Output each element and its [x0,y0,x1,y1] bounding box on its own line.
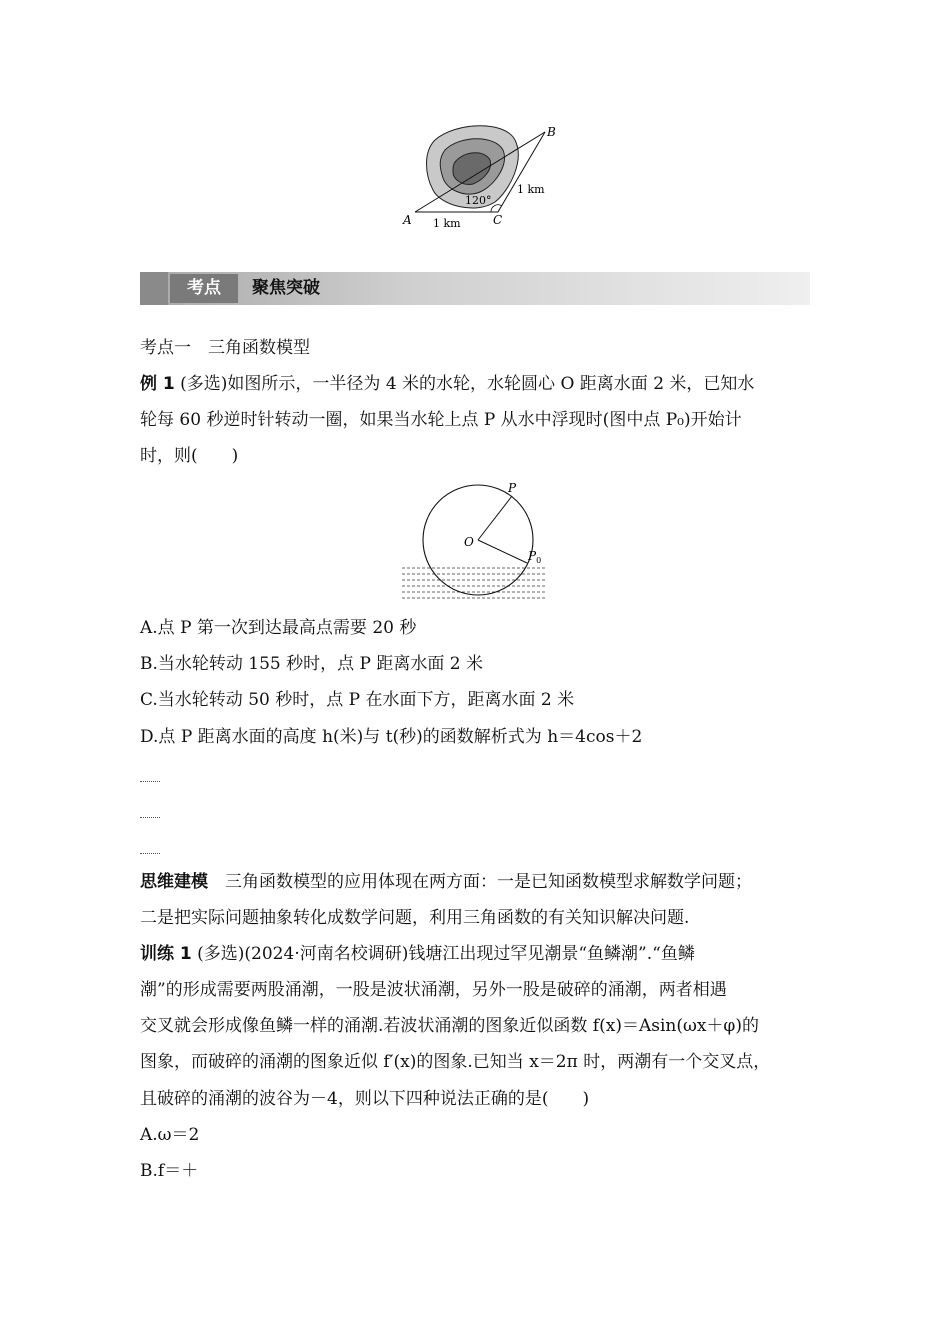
example1-line2: 轮每 60 秒逆时针转动一圈，如果当水轮上点 P 从水中浮现时(图中点 P₀)开始计 [140,410,742,430]
example1-text1: 如图所示，一半径为 4 米的水轮，水轮圆心 O 距离水面 2 米，已知水 [227,374,755,394]
example1-kind: (多选) [174,374,228,394]
water-wheel-figure [400,480,550,602]
training-option-a: A.ω＝2 [140,1125,200,1145]
option-b: B.当水轮转动 155 秒时，点 P 距离水面 2 米 [140,654,484,674]
thinking-text1: 三角函数模型的应用体现在两方面：一是已知函数模型求解数学问题； [208,872,752,892]
radius-op [478,496,512,540]
side-ac-label: 1 km [433,217,461,230]
label-a: A [403,213,412,227]
training1-line1 [140,942,695,966]
angle-label: 120° [465,194,492,207]
example1-line3: 时，则( ) [140,446,239,466]
label-o: O [464,535,474,549]
training1-line2: 潮”的形成需要两股涌潮，一股是波状涌潮，另外一股是破碎的涌潮，两者相遇 [140,980,727,1000]
training1-text1: (多选)(2024·河南名校调研)钱塘江出现过罕见潮景“鱼鳞潮”.“鱼鳞 [191,944,695,964]
thinking-label: 思维建模 [140,872,208,892]
radius-op0 [478,540,527,563]
section-heading: 考点一 三角函数模型 [140,338,310,358]
contour-triangle-figure [395,120,565,235]
training1-line3: 交叉就会形成像鱼鳞一样的涌潮.若波状涌潮的图象近似函数 f(x)＝Asin(ωx＋φ)的 [140,1016,759,1036]
answer-dots-3 [140,853,160,854]
option-a: A.点 P 第一次到达最高点需要 20 秒 [140,618,417,638]
option-d: D.点 P 距离水面的高度 h(米)与 t(秒)的函数解析式为 h＝4cos＋2 [140,727,643,747]
training-option-b: B.f＝＋ [140,1161,199,1181]
banner-background [140,272,810,305]
thinking-line1 [140,870,752,894]
training1-line5: 且破碎的涌潮的波谷为－4，则以下四种说法正确的是( ) [140,1089,590,1109]
example1-line1 [140,372,754,396]
label-p0: $P_0$ [528,549,542,565]
banner-tag: 考点 [170,274,238,303]
training1-label: 训练 1 [140,944,192,964]
answer-dots-1 [140,781,160,782]
banner-title: 聚焦突破 [252,278,320,298]
label-p: P [508,481,517,495]
side-bc-label: 1 km [517,183,545,196]
example1-label: 例 1 [140,374,175,394]
answer-dots-2 [140,817,160,818]
banner-strip [140,272,168,305]
label-b: B [547,125,556,139]
section-banner [140,272,810,305]
thinking-line2: 二是把实际问题抽象转化成数学问题，利用三角函数的有关知识解决问题. [140,908,690,928]
option-c: C.当水轮转动 50 秒时，点 P 在水面下方，距离水面 2 米 [140,690,575,710]
training1-line4: 图象，而破碎的涌潮的图象近似 f′(x)的图象.已知当 x＝2π 时，两潮有一个交叉点， [140,1052,771,1072]
label-c: C [493,213,503,227]
water-hatching [402,568,545,598]
